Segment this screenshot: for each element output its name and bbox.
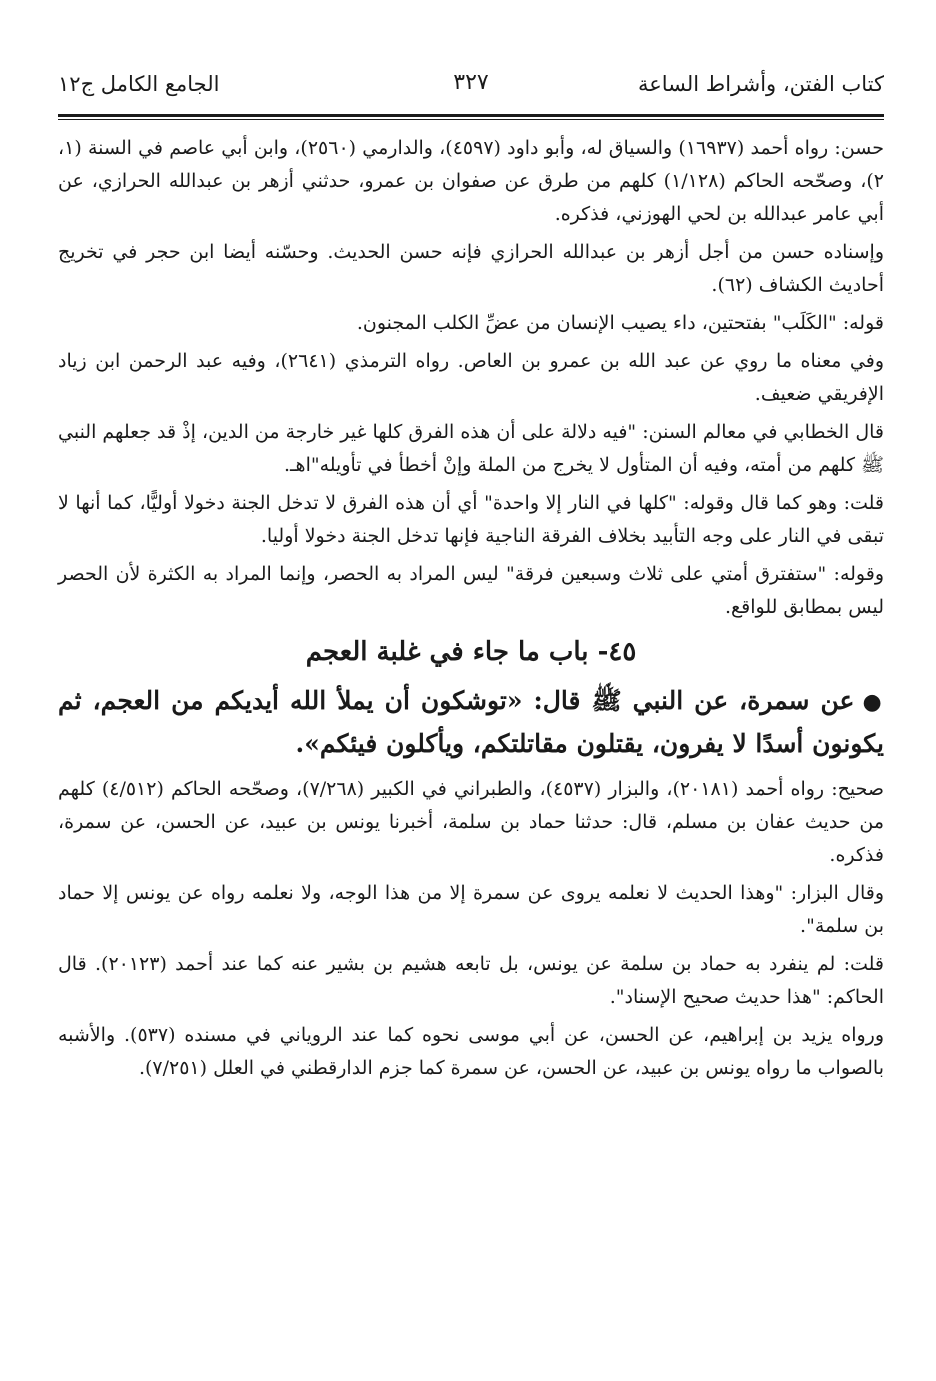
paragraph-khattabi-quote: قال الخطابي في معالم السنن: "فيه دلالة على أن هذه الفرق كلها غير خارجة من الدين، إذْ قد جعلهم النبي ﷺ كلهم من أمته، وفيه أن المتأول لا يخرج من الملة وإنْ أخطأ في تأويله"اهـ. xyxy=(58,421,884,476)
hadith-text: عن سمرة، عن النبي ﷺ قال: «توشكون أن يملأ الله أيديكم من العجم، ثم يكونون أسدًا لا يفرون، يقتلون مقاتلتكم، ويأكلون فيئكم». xyxy=(58,686,884,758)
hadith-text-block xyxy=(58,680,884,765)
page-body xyxy=(58,132,884,1090)
paragraph-sahih-takhrij: صحيح: رواه أحمد (٢٠١٨١)، والبزار (٤٥٣٧)، والطبراني في الكبير (٧/٢٦٨)، وصحّحه الحاكم (٤/٥١٢) كلهم من حديث عفان بن مسلم، قال: حدثنا حماد بن سلمة، أخبرنا يونس بن عبيد، عن الحسن، عن سمرة، فذكره. xyxy=(58,778,884,866)
paragraph-bazzar-quote: وقال البزار: "وهذا الحديث لا نعلمه يروى عن سمرة إلا من هذا الوجه، ولا نعلمه رواه عن يونس إلا حماد بن سلمة". xyxy=(58,882,884,937)
header-rule xyxy=(58,114,884,117)
paragraph-hasan-takhrij: حسن: رواه أحمد (١٦٩٣٧) والسياق له، وأبو داود (٤٥٩٧)، والدارمي (٢٥٦٠)، وابن أبي عاصم في السنة (١، ٢)، وصحّحه الحاكم (١/١٢٨) كلهم من طرق عن صفوان بن عمرو، حدثني أزهر بن عبدالله الحرازي، عن أبي عامر عبدالله بن لحي الهوزني، فذكره. xyxy=(58,137,884,225)
header-volume-title: الجامع الكامل ج١٢ xyxy=(58,72,220,96)
paragraph-similar-narration: وفي معناه ما روي عن عبد الله بن عمرو بن العاص. رواه الترمذي (٢٦٤١)، وفيه عبد الرحمن ابن زياد الإفريقي ضعيف. xyxy=(58,350,884,405)
header-book-title: كتاب الفتن، وأشراط الساعة xyxy=(637,72,884,96)
page-number: ٣٢٧ xyxy=(453,70,489,95)
paragraph-hasr-note: وقوله: "ستفترق أمتي على ثلاث وسبعين فرقة" ليس المراد به الحصر، وإنما المراد به الكثرة لأن الحصر ليس بمطابق للواقع. xyxy=(58,563,884,618)
section-heading: ٤٥- باب ما جاء في غلبة العجم xyxy=(305,637,637,667)
bullet-icon: ● xyxy=(862,689,884,715)
paragraph-alternate-chain: ورواه يزيد بن إبراهيم، عن الحسن، عن أبي موسى نحوه كما عند الروياني في مسنده (٥٣٧). والأشبه بالصواب ما رواه يونس بن عبيد، عن الحسن، عن سمرة كما جزم الدارقطني في العلل (٧/٢٥١). xyxy=(58,1024,884,1079)
paragraph-isnad-note: وإسناده حسن من أجل أزهر بن عبدالله الحرازي فإنه حسن الحديث. وحسّنه أيضا ابن حجر في تخريج أحاديث الكشاف (٦٢). xyxy=(58,241,884,296)
header-rule-thin xyxy=(58,119,884,120)
paragraph-mutaba-note: قلت: لم ينفرد به حماد بن سلمة عن يونس، بل تابعه هشيم بن بشير عنه كما عند أحمد (٢٠١٢٣). قال الحاكم: "هذا حديث صحيح الإسناد". xyxy=(58,953,884,1008)
paragraph-kalab-note: قوله: "الكَلَب" بفتحتين، داء يصيب الإنسان من عضِّ الكلب المجنون. xyxy=(356,312,884,334)
page-header xyxy=(58,62,884,106)
paragraph-author-comment: قلت: وهو كما قال وقوله: "كلها في النار إلا واحدة" أي أن هذه الفرق لا تدخل الجنة دخولا أوليًّا، كما أنها لا تبقى في النار على وجه التأبيد بخلاف الفرقة الناجية فإنها تدخل الجنة دخولا أوليا. xyxy=(58,492,884,547)
